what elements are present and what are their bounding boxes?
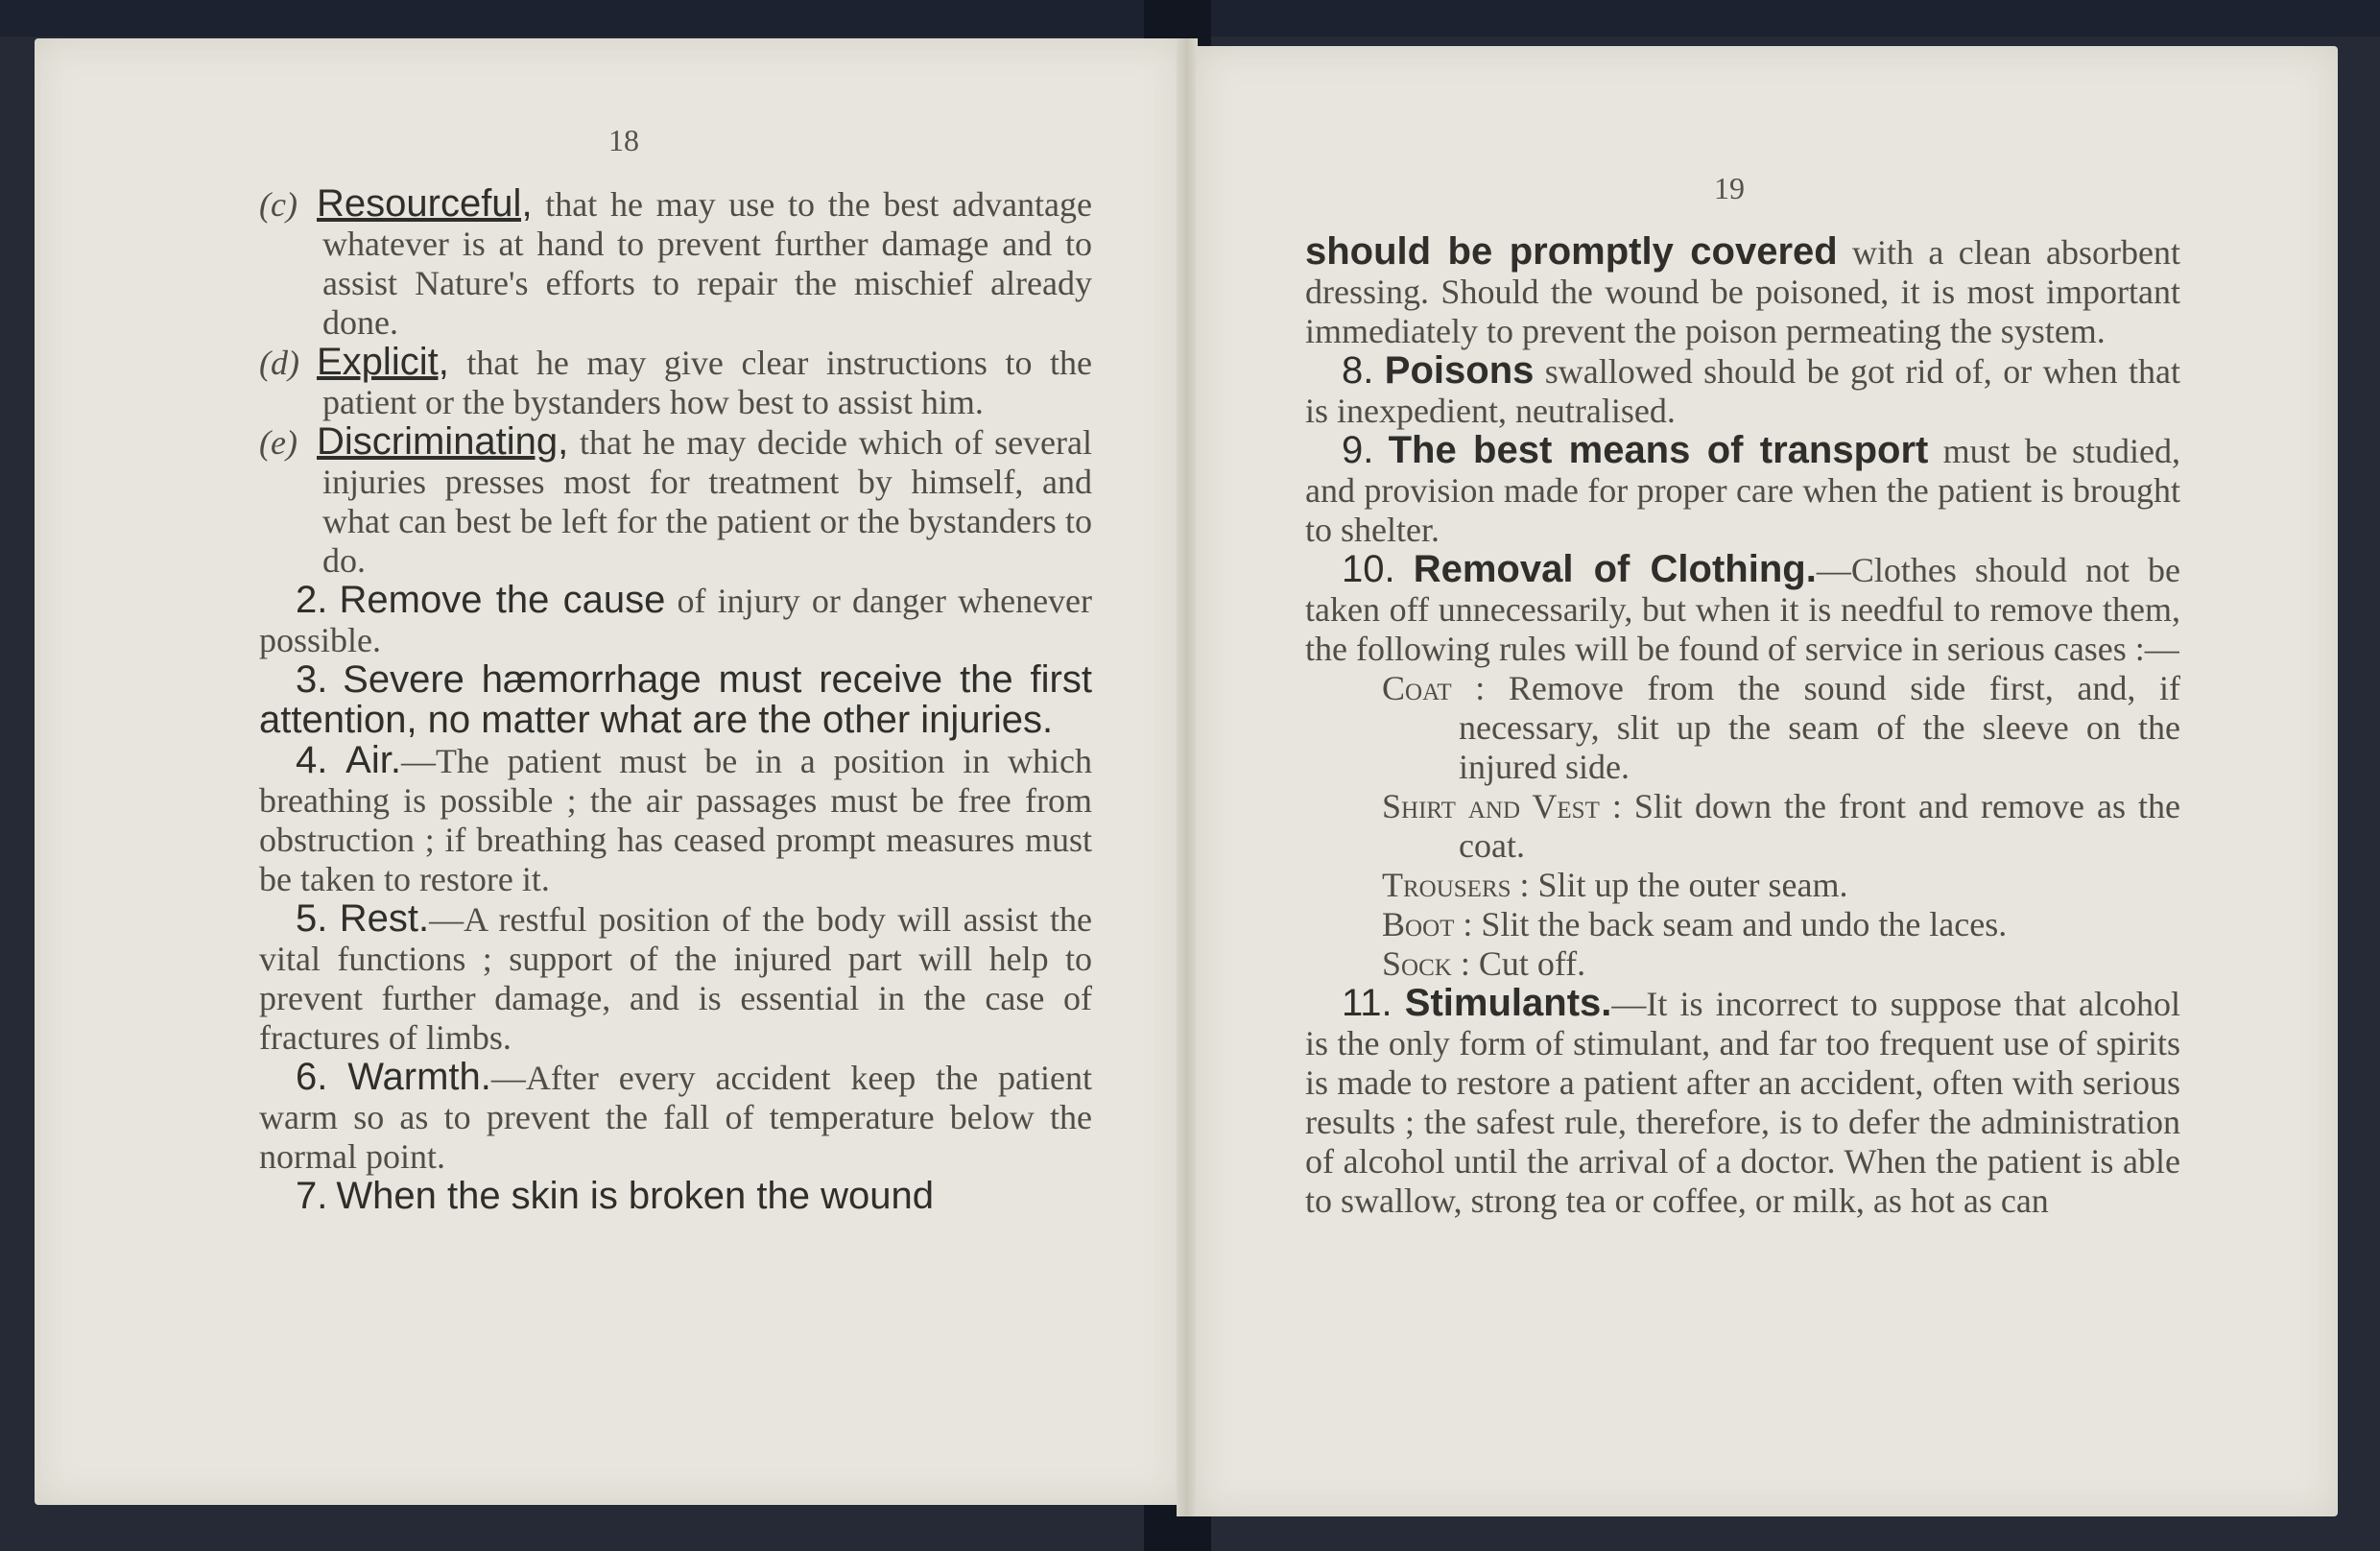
page-fold [1177, 38, 1198, 1516]
left-page [35, 38, 1182, 1505]
list-item: 6. Warmth.—After every accident keep the patient warm so as to prevent the fall of temperature below the normal point. [259, 1056, 1093, 1176]
list-item: 10. Removal of Clothing.—Clothes should not be taken off unnecessarily, but when it is needful to remove them, the following rules will be found of service in serious cases :— [1305, 548, 2181, 668]
continuation-paragraph: should be promptly covered with a clean absorbent dressing. Should the wound be poisoned, it is most important immediately to prevent the poison permeating the system. [1305, 230, 2180, 350]
clothing-rule: Trousers : Slit up the outer seam. [1382, 866, 1848, 904]
list-item: 3. Severe hæmorrhage must receive the first attention, no matter what are the other injuries. [259, 658, 1092, 741]
page-number: 18 [608, 123, 639, 157]
list-item: 9. The best means of transport must be studied, and provision made for proper care when the patient is brought to shelter. [1305, 429, 2181, 549]
list-item: (d) Explicit, that he may give clear instructions to the patient or the bystanders how best to assist him. [259, 341, 1092, 421]
list-item: 4. Air.—The patient must be in a position in which breathing is possible ; the air passages must be free from obstruction ; if breathing has ceased prompt measures must be taken to restore it. [259, 739, 1093, 898]
right-page-text [1305, 232, 2180, 1221]
list-item: 11. Stimulants.—It is incorrect to suppose that alcohol is the only form of stimulant, and far too frequent use of spirits is made to restore a patient after an accident, often with serious results ; the safest rule, therefore, is to defer the administration of alcohol until the arrival of a doctor. When the patient is able to swallow, strong tea or coffee, or milk, as hot as can [1305, 982, 2180, 1220]
clothing-rule: Sock : Cut off. [1382, 944, 1586, 983]
list-item: 5. Rest.—A restful position of the body will assist the vital functions ; support of the injured part will help to prevent further damage, and is essential in the case of fractures of limbs. [259, 897, 1092, 1057]
list-item: (e) Discriminating, that he may decide which of several injuries presses most for treatment by himself, and what can best be left for the patient or the bystanders to do. [259, 420, 1092, 580]
page-number: 19 [1714, 171, 1745, 205]
list-item: 7. When the skin is broken the wound [296, 1175, 934, 1217]
clothing-rule: Boot : Slit the back seam and undo the laces. [1382, 905, 2008, 943]
clothing-rule: Shirt and Vest : Slit down the front and remove as the coat. [1382, 787, 2180, 865]
left-page-text [259, 184, 1092, 1217]
list-item: (c) Resourceful, that he may use to the best advantage whatever is at hand to prevent further damage and to assist Nature's efforts to repair the mischief already done. [259, 182, 1092, 342]
list-item: 2. Remove the cause of injury or danger whenever possible. [259, 579, 1093, 659]
clothing-rule: Coat : Remove from the sound side first, and, if necessary, slit up the seam of the sleeve on the injured side. [1382, 669, 2180, 786]
list-item: 8. Poisons swallowed should be got rid of, or when that is inexpedient, neutralised. [1305, 349, 2181, 430]
right-page [1196, 46, 2338, 1516]
